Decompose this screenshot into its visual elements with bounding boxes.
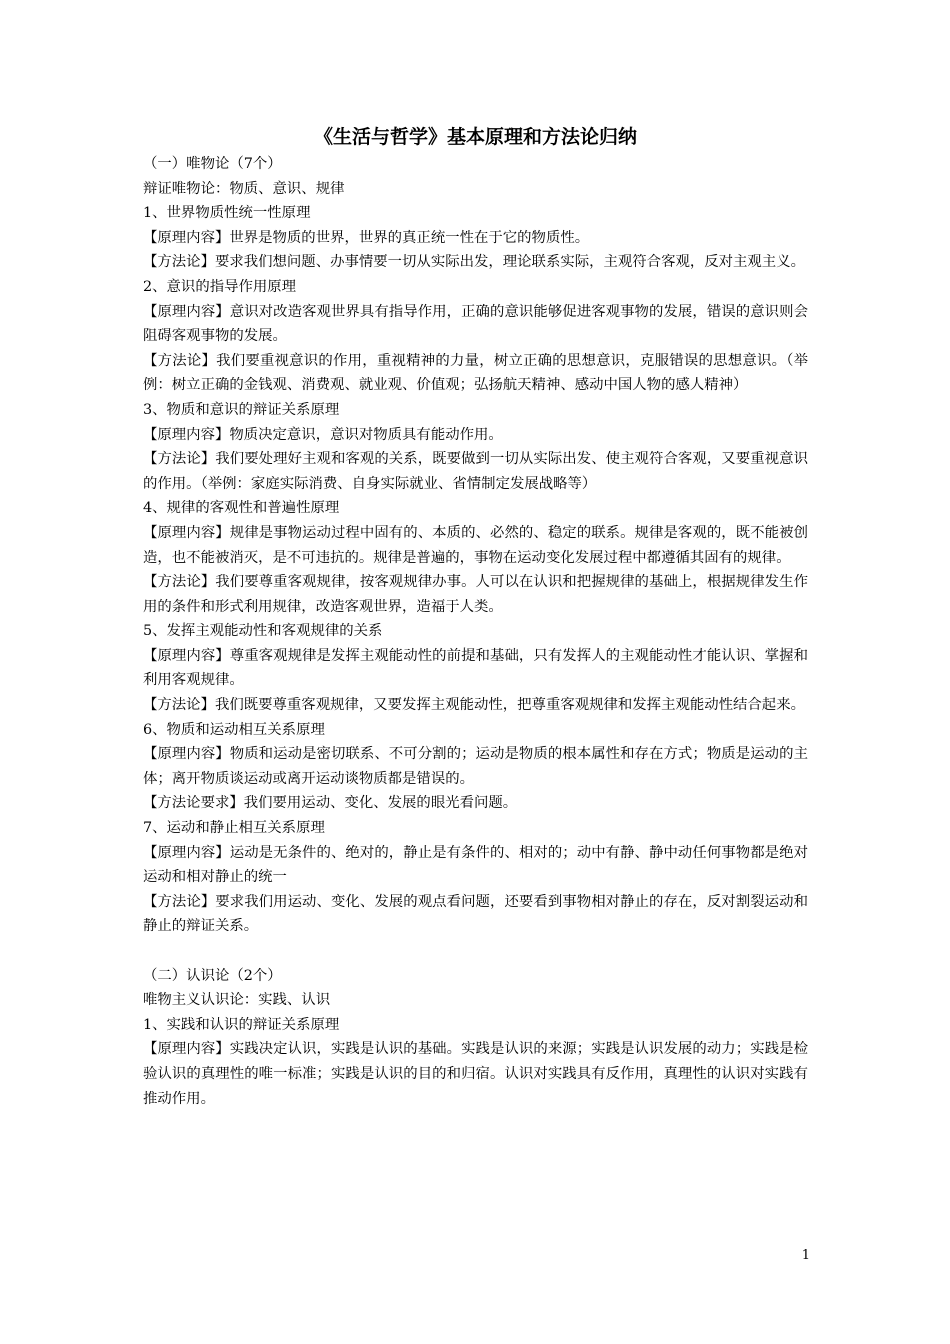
paragraph: 【原理内容】物质决定意识，意识对物质具有能动作用。 <box>143 426 503 443</box>
paragraph: 【方法论】要求我们想问题、办事情要一切从实际出发，理论联系实际，主观符合客观，反对主观主义。 <box>143 254 805 271</box>
blank-line <box>143 939 808 964</box>
paragraph: 【原理内容】尊重客观规律是发挥主观能动性的前提和基础，只有发挥人的主观能动性才能认识、掌握和利用客观规律。 <box>143 647 808 689</box>
paragraph: 【方法论】我们既要尊重客观规律，又要发挥主观能动性，把尊重客观规律和发挥主观能动性结合起来。 <box>143 697 805 714</box>
paragraph: 【方法论】我们要重视意识的作用，重视精神的力量，树立正确的思想意识，克服错误的思想意识。（举例：树立正确的金钱观、消费观、就业观、价值观；弘扬航天精神、感动中国人物的感人精神） <box>143 352 808 394</box>
document-body <box>143 122 808 1111</box>
paragraph: 【方法论】要求我们用运动、变化、发展的观点看问题，还要看到事物相对静止的存在，反对割裂运动和静止的辩证关系。 <box>143 893 808 935</box>
paragraph: 7、运动和静止相互关系原理 <box>143 820 325 837</box>
page-number: 1 <box>801 1248 810 1263</box>
paragraph: 【原理内容】意识对改造客观世界具有指导作用，正确的意识能够促进客观事物的发展，错误的意识则会阻碍客观事物的发展。 <box>143 303 808 345</box>
paragraph: 【原理内容】物质和运动是密切联系、不可分割的；运动是物质的根本属性和存在方式；物质是运动的主体；离开物质谈运动或离开运动谈物质都是错误的。 <box>143 746 808 787</box>
paragraph: 【原理内容】世界是物质的世界，世界的真正统一性在于它的物质性。 <box>143 229 590 246</box>
paragraph: 5、发挥主观能动性和客观规律的关系 <box>143 623 383 640</box>
paragraph: 3、物质和意识的辩证关系原理 <box>143 401 340 418</box>
paragraph: 2、意识的指导作用原理 <box>143 278 297 295</box>
paragraph-list <box>143 152 808 1111</box>
paragraph: 【方法论】我们要尊重客观规律，按客观规律办事。人可以在认识和把握规律的基础上，根据规律发生作用的条件和形式利用规律，改造客观世界，造福于人类。 <box>143 574 808 615</box>
document-title: 《生活与哲学》基本原理和方法论归纳 <box>313 126 637 148</box>
paragraph: （二）认识论（2个） <box>143 967 282 984</box>
paragraph: 【方法论要求】我们要用运动、变化、发展的眼光看问题。 <box>143 795 518 812</box>
paragraph: 1、实践和认识的辩证关系原理 <box>143 1016 340 1033</box>
paragraph: 【方法论】我们要处理好主观和客观的关系，既要做到一切从实际出发、使主观符合客观，又要重视意识的作用。（举例：家庭实际消费、自身实际就业、省情制定发展战略等） <box>143 451 808 492</box>
paragraph: 辩证唯物论：物质、意识、规律 <box>143 180 345 197</box>
paragraph: 1、世界物质性统一性原理 <box>143 205 311 222</box>
paragraph: 6、物质和运动相互关系原理 <box>143 721 325 738</box>
paragraph: 4、规律的客观性和普遍性原理 <box>143 500 340 517</box>
paragraph: 【原理内容】实践决定认识，实践是认识的基础。实践是认识的来源；实践是认识发展的动力；实践是检验认识的真理性的唯一标准；实践是认识的目的和归宿。认识对实践具有反作用，真理性的认识对实践有推动作用。 <box>143 1041 808 1107</box>
paragraph: 【原理内容】运动是无条件的、绝对的，静止是有条件的、相对的；动中有静、静中动任何事物都是绝对运动和相对静止的统一 <box>143 844 808 886</box>
paragraph: 唯物主义认识论：实践、认识 <box>143 992 331 1009</box>
paragraph: 【原理内容】规律是事物运动过程中固有的、本质的、必然的、稳定的联系。规律是客观的，既不能被创造，也不能被消灭，是不可违抗的。规律是普遍的，事物在运动变化发展过程中都遵循其固有的规律。 <box>143 524 808 566</box>
paragraph: （一）唯物论（7个） <box>143 156 282 172</box>
